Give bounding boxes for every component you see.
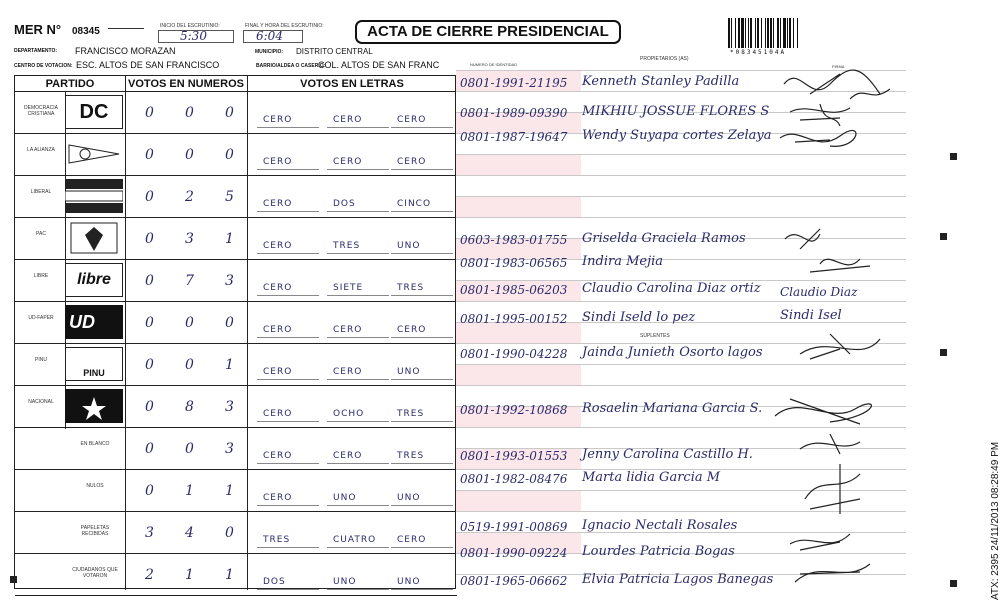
word-underline bbox=[327, 463, 389, 464]
table-row bbox=[15, 91, 457, 133]
suplentes-label: SUPLENTES bbox=[640, 333, 670, 339]
word-underline bbox=[327, 253, 389, 254]
mer-number: 08345 bbox=[72, 26, 100, 37]
party-name: NACIONAL bbox=[28, 399, 54, 405]
document-title: ACTA DE CIERRE PRESIDENCIAL bbox=[355, 20, 621, 44]
id-field-band bbox=[456, 155, 581, 175]
member-id: 0603-1983-01755 bbox=[460, 233, 568, 247]
col-id-label: NUMERO DE IDENTIDAD bbox=[470, 62, 518, 67]
party-name: UD-FAPER bbox=[28, 315, 54, 321]
vote-word: CERO bbox=[263, 157, 293, 167]
member-id: 0801-1991-21195 bbox=[460, 76, 568, 90]
member-id: 0801-1992-10868 bbox=[460, 403, 568, 417]
vote-digit: 0 bbox=[185, 441, 194, 457]
word-underline bbox=[391, 211, 453, 212]
table-row bbox=[15, 175, 457, 217]
party-logo bbox=[65, 347, 123, 381]
inicio-label: INICIO DEL ESCRUTINIO: bbox=[160, 23, 220, 29]
registration-mark bbox=[10, 576, 17, 583]
pac-logo bbox=[65, 221, 123, 255]
word-underline bbox=[257, 463, 319, 464]
registration-mark bbox=[940, 233, 947, 240]
centro-label: CENTRO DE VOTACION: bbox=[14, 63, 73, 69]
table-row bbox=[15, 301, 457, 343]
vote-digit: 0 bbox=[225, 315, 234, 331]
vote-digit: 0 bbox=[145, 399, 154, 415]
table-row bbox=[15, 469, 457, 511]
vote-digit: 3 bbox=[225, 273, 234, 289]
word-underline bbox=[257, 295, 319, 296]
vote-digit: 1 bbox=[185, 567, 194, 583]
col-name-label: PROPIETARIOS (AS) bbox=[640, 56, 689, 62]
id-field-band bbox=[456, 365, 581, 385]
vote-digit: 2 bbox=[185, 189, 194, 205]
word-underline bbox=[327, 379, 389, 380]
vote-digit: 0 bbox=[185, 147, 194, 163]
vote-word: UNO bbox=[397, 241, 421, 251]
vote-digit: 3 bbox=[185, 231, 194, 247]
vote-digit: 0 bbox=[185, 357, 194, 373]
member-name: Marta lidia Garcia M bbox=[582, 470, 721, 485]
member-id: 0801-1990-09224 bbox=[460, 546, 568, 560]
municipio-label: MUNICIPIO: bbox=[255, 49, 284, 55]
final-value: 6:04 bbox=[256, 29, 283, 43]
word-underline bbox=[257, 379, 319, 380]
id-field-band bbox=[456, 491, 581, 511]
party-name: PAPELETAS RECIBIDAS bbox=[80, 525, 110, 537]
vote-digit: 0 bbox=[145, 147, 154, 163]
vote-word: DOS bbox=[333, 199, 356, 209]
member-id: 0801-1993-01553 bbox=[460, 449, 568, 463]
centro-value: ESC. ALTOS DE SAN FRANCISCO bbox=[76, 60, 220, 70]
word-underline bbox=[327, 295, 389, 296]
table-row bbox=[15, 259, 457, 301]
member-name: Sindi Iseld lo pez bbox=[582, 310, 696, 325]
vote-word: TRES bbox=[397, 451, 425, 461]
party-name: LA ALIANZA bbox=[27, 147, 55, 153]
vote-word: CERO bbox=[333, 115, 363, 125]
vote-digit: 0 bbox=[145, 105, 154, 121]
barrio-label: BARRIO/ALDEA O CASERIO: bbox=[256, 63, 326, 69]
word-underline bbox=[327, 169, 389, 170]
member-name: MIKHIU JOSSUE FLORES S bbox=[582, 104, 770, 119]
member-id: 0801-1990-04228 bbox=[460, 347, 568, 361]
vote-digit: 0 bbox=[145, 483, 154, 499]
vote-digit: 0 bbox=[145, 357, 154, 373]
word-underline bbox=[391, 337, 453, 338]
word-underline bbox=[257, 589, 319, 590]
table-row bbox=[15, 217, 457, 259]
party-name: PAC bbox=[36, 231, 46, 237]
member-id: 0801-1985-06203 bbox=[460, 283, 568, 297]
ud-logo: UD bbox=[65, 305, 123, 339]
member-name: Elvia Patricia Lagos Banegas bbox=[582, 572, 774, 587]
vote-digit: 0 bbox=[185, 315, 194, 331]
vote-word: DOS bbox=[263, 577, 286, 587]
vote-digit: 0 bbox=[145, 315, 154, 331]
departamento-value: FRANCISCO MORAZAN bbox=[75, 46, 176, 56]
member-id: 0801-1987-19647 bbox=[460, 130, 568, 144]
table-row bbox=[15, 427, 457, 469]
vote-word: CERO bbox=[397, 157, 427, 167]
col-header-party: PARTIDO bbox=[45, 78, 95, 90]
party-logo bbox=[65, 95, 123, 129]
col-header-numbers: VOTOS EN NUMEROS bbox=[128, 78, 244, 90]
party-logo bbox=[65, 305, 123, 339]
nacional-logo bbox=[65, 389, 123, 423]
vote-word: CERO bbox=[263, 451, 293, 461]
table-row bbox=[15, 343, 457, 385]
member-name: Rosaelin Mariana Garcia S. bbox=[582, 401, 763, 416]
final-label: FINAL Y HORA DEL ESCRUTINIO: bbox=[245, 23, 324, 29]
word-underline bbox=[391, 589, 453, 590]
word-underline bbox=[257, 337, 319, 338]
inicio-value: 5:30 bbox=[180, 29, 207, 43]
vote-word: CERO bbox=[263, 493, 293, 503]
vote-digit: 1 bbox=[225, 231, 234, 247]
table-row bbox=[15, 385, 457, 427]
libre-logo: libre bbox=[65, 263, 123, 297]
vote-digit: 1 bbox=[185, 483, 194, 499]
mer-number-stripe bbox=[108, 28, 144, 34]
vote-digit: 0 bbox=[225, 525, 234, 541]
vote-word: CERO bbox=[397, 115, 427, 125]
member-name: Lourdes Patricia Bogas bbox=[582, 544, 735, 559]
word-underline bbox=[257, 547, 319, 548]
mer-label: MER N° bbox=[14, 22, 62, 37]
word-underline bbox=[257, 169, 319, 170]
vote-digit: 2 bbox=[145, 567, 154, 583]
vote-word: TRES bbox=[263, 535, 291, 545]
member-id: 0801-1989-09390 bbox=[460, 106, 568, 120]
barcode-number: *08345104A bbox=[730, 49, 787, 56]
vote-word: CUATRO bbox=[333, 535, 377, 545]
vote-digit: 5 bbox=[225, 189, 234, 205]
vote-word: TRES bbox=[397, 409, 425, 419]
word-underline bbox=[391, 463, 453, 464]
word-underline bbox=[327, 421, 389, 422]
pinu-logo: PINU bbox=[65, 347, 123, 381]
member-name: Jainda Junieth Osorto lagos bbox=[582, 345, 763, 360]
party-name: EN BLANCO bbox=[80, 441, 110, 447]
col-header-letters: VOTOS EN LETRAS bbox=[300, 78, 404, 90]
party-name: NULOS bbox=[86, 483, 104, 489]
table-row bbox=[15, 511, 457, 553]
word-underline bbox=[257, 253, 319, 254]
id-field-band bbox=[456, 323, 581, 343]
side-stamp: ATX: 2395 24/11/2013 08:28:49 PM bbox=[990, 441, 1001, 600]
vote-digit: 8 bbox=[185, 399, 194, 415]
vote-word: CERO bbox=[263, 325, 293, 335]
member-id: 0519-1991-00869 bbox=[460, 520, 568, 534]
word-underline bbox=[391, 379, 453, 380]
member-name: Indira Mejia bbox=[582, 254, 664, 269]
party-name: DEMOCRACIA CRISTIANA bbox=[24, 105, 58, 117]
vote-word: UNO bbox=[333, 577, 357, 587]
party-name: LIBRE bbox=[33, 273, 49, 279]
party-name: PINU bbox=[35, 357, 47, 363]
vote-digit: 0 bbox=[145, 273, 154, 289]
member-id: 0801-1965-06662 bbox=[460, 574, 568, 588]
member-name: Kenneth Stanley Padilla bbox=[582, 74, 740, 89]
vote-word: TRES bbox=[333, 241, 361, 251]
vote-word: CERO bbox=[263, 199, 293, 209]
vote-digit: 4 bbox=[185, 525, 194, 541]
vote-word: CERO bbox=[333, 367, 363, 377]
word-underline bbox=[257, 127, 319, 128]
registration-mark bbox=[950, 580, 957, 587]
vote-word: CINCO bbox=[397, 199, 432, 209]
vote-digit: 3 bbox=[225, 441, 234, 457]
vote-word: UNO bbox=[397, 577, 421, 587]
vote-word: OCHO bbox=[333, 409, 365, 419]
party-logo bbox=[65, 179, 123, 213]
word-underline bbox=[257, 505, 319, 506]
party-logo bbox=[65, 263, 123, 297]
word-underline bbox=[391, 295, 453, 296]
vote-word: CERO bbox=[263, 283, 293, 293]
vote-word: CERO bbox=[263, 409, 293, 419]
word-underline bbox=[327, 211, 389, 212]
vote-digit: 3 bbox=[225, 399, 234, 415]
liberal-logo bbox=[65, 179, 123, 213]
col-sig-label: FIRMA bbox=[832, 64, 845, 69]
word-underline bbox=[391, 127, 453, 128]
vote-digit: 0 bbox=[225, 105, 234, 121]
vote-digit: 7 bbox=[185, 273, 194, 289]
signature-text-2: Sindi Isel bbox=[780, 308, 842, 323]
departamento-label: DEPARTAMENTO: bbox=[14, 48, 58, 54]
vote-digit: 3 bbox=[145, 525, 154, 541]
party-table bbox=[14, 75, 456, 589]
vote-word: CERO bbox=[333, 157, 363, 167]
word-underline bbox=[257, 211, 319, 212]
vote-word: CERO bbox=[397, 535, 427, 545]
vote-digit: 1 bbox=[225, 357, 234, 373]
member-name: Claudio Carolina Diaz ortiz bbox=[582, 281, 761, 296]
member-name: Griselda Graciela Ramos bbox=[582, 231, 746, 246]
vote-digit: 0 bbox=[185, 105, 194, 121]
vote-word: CERO bbox=[397, 325, 427, 335]
vote-word: TRES bbox=[397, 283, 425, 293]
party-logo bbox=[65, 389, 123, 423]
vote-digit: 0 bbox=[225, 147, 234, 163]
word-underline bbox=[327, 505, 389, 506]
vote-word: CERO bbox=[263, 241, 293, 251]
signature-text-1: Claudio Diaz bbox=[780, 285, 858, 299]
word-underline bbox=[327, 589, 389, 590]
word-underline bbox=[391, 505, 453, 506]
vote-digit: 1 bbox=[225, 567, 234, 583]
vote-digit: 0 bbox=[145, 189, 154, 205]
member-id: 0801-1995-00152 bbox=[460, 312, 568, 326]
member-name: Wendy Suyapa cortes Zelaya bbox=[582, 128, 772, 143]
vote-word: SIETE bbox=[333, 283, 364, 293]
word-underline bbox=[391, 169, 453, 170]
word-underline bbox=[391, 421, 453, 422]
member-id: 0801-1982-08476 bbox=[460, 472, 568, 486]
alianza-logo bbox=[65, 137, 123, 171]
word-underline bbox=[327, 127, 389, 128]
vote-word: CERO bbox=[333, 451, 363, 461]
vote-word: UNO bbox=[333, 493, 357, 503]
member-id: 0801-1983-06565 bbox=[460, 256, 568, 270]
signatures bbox=[770, 54, 906, 594]
municipio-value: DISTRITO CENTRAL bbox=[296, 47, 373, 56]
dc-logo: DC bbox=[65, 95, 123, 129]
barrio-value: COL. ALTOS DE SAN FRANC bbox=[318, 60, 440, 70]
table-row bbox=[15, 133, 457, 175]
registration-mark bbox=[940, 349, 947, 356]
row-rule bbox=[15, 595, 457, 596]
vote-word: CERO bbox=[333, 325, 363, 335]
party-logo bbox=[65, 221, 123, 255]
word-underline bbox=[257, 421, 319, 422]
barcode bbox=[728, 18, 846, 48]
word-underline bbox=[391, 547, 453, 548]
vote-word: UNO bbox=[397, 493, 421, 503]
party-logo bbox=[65, 137, 123, 171]
vote-word: CERO bbox=[263, 367, 293, 377]
member-name: Jenny Carolina Castillo H. bbox=[582, 447, 753, 462]
party-name: LIBERAL bbox=[30, 189, 52, 195]
party-name: CIUDADANOS QUE VOTARON bbox=[72, 567, 118, 579]
word-underline bbox=[391, 253, 453, 254]
table-row bbox=[15, 553, 457, 595]
vote-digit: 0 bbox=[145, 231, 154, 247]
vote-digit: 0 bbox=[145, 441, 154, 457]
member-name: Ignacio Nectali Rosales bbox=[582, 518, 738, 533]
vote-digit: 1 bbox=[225, 483, 234, 499]
vote-word: UNO bbox=[397, 367, 421, 377]
registration-mark bbox=[950, 153, 957, 160]
word-underline bbox=[327, 547, 389, 548]
word-underline bbox=[327, 337, 389, 338]
id-field-band bbox=[456, 197, 581, 217]
vote-word: CERO bbox=[263, 115, 293, 125]
